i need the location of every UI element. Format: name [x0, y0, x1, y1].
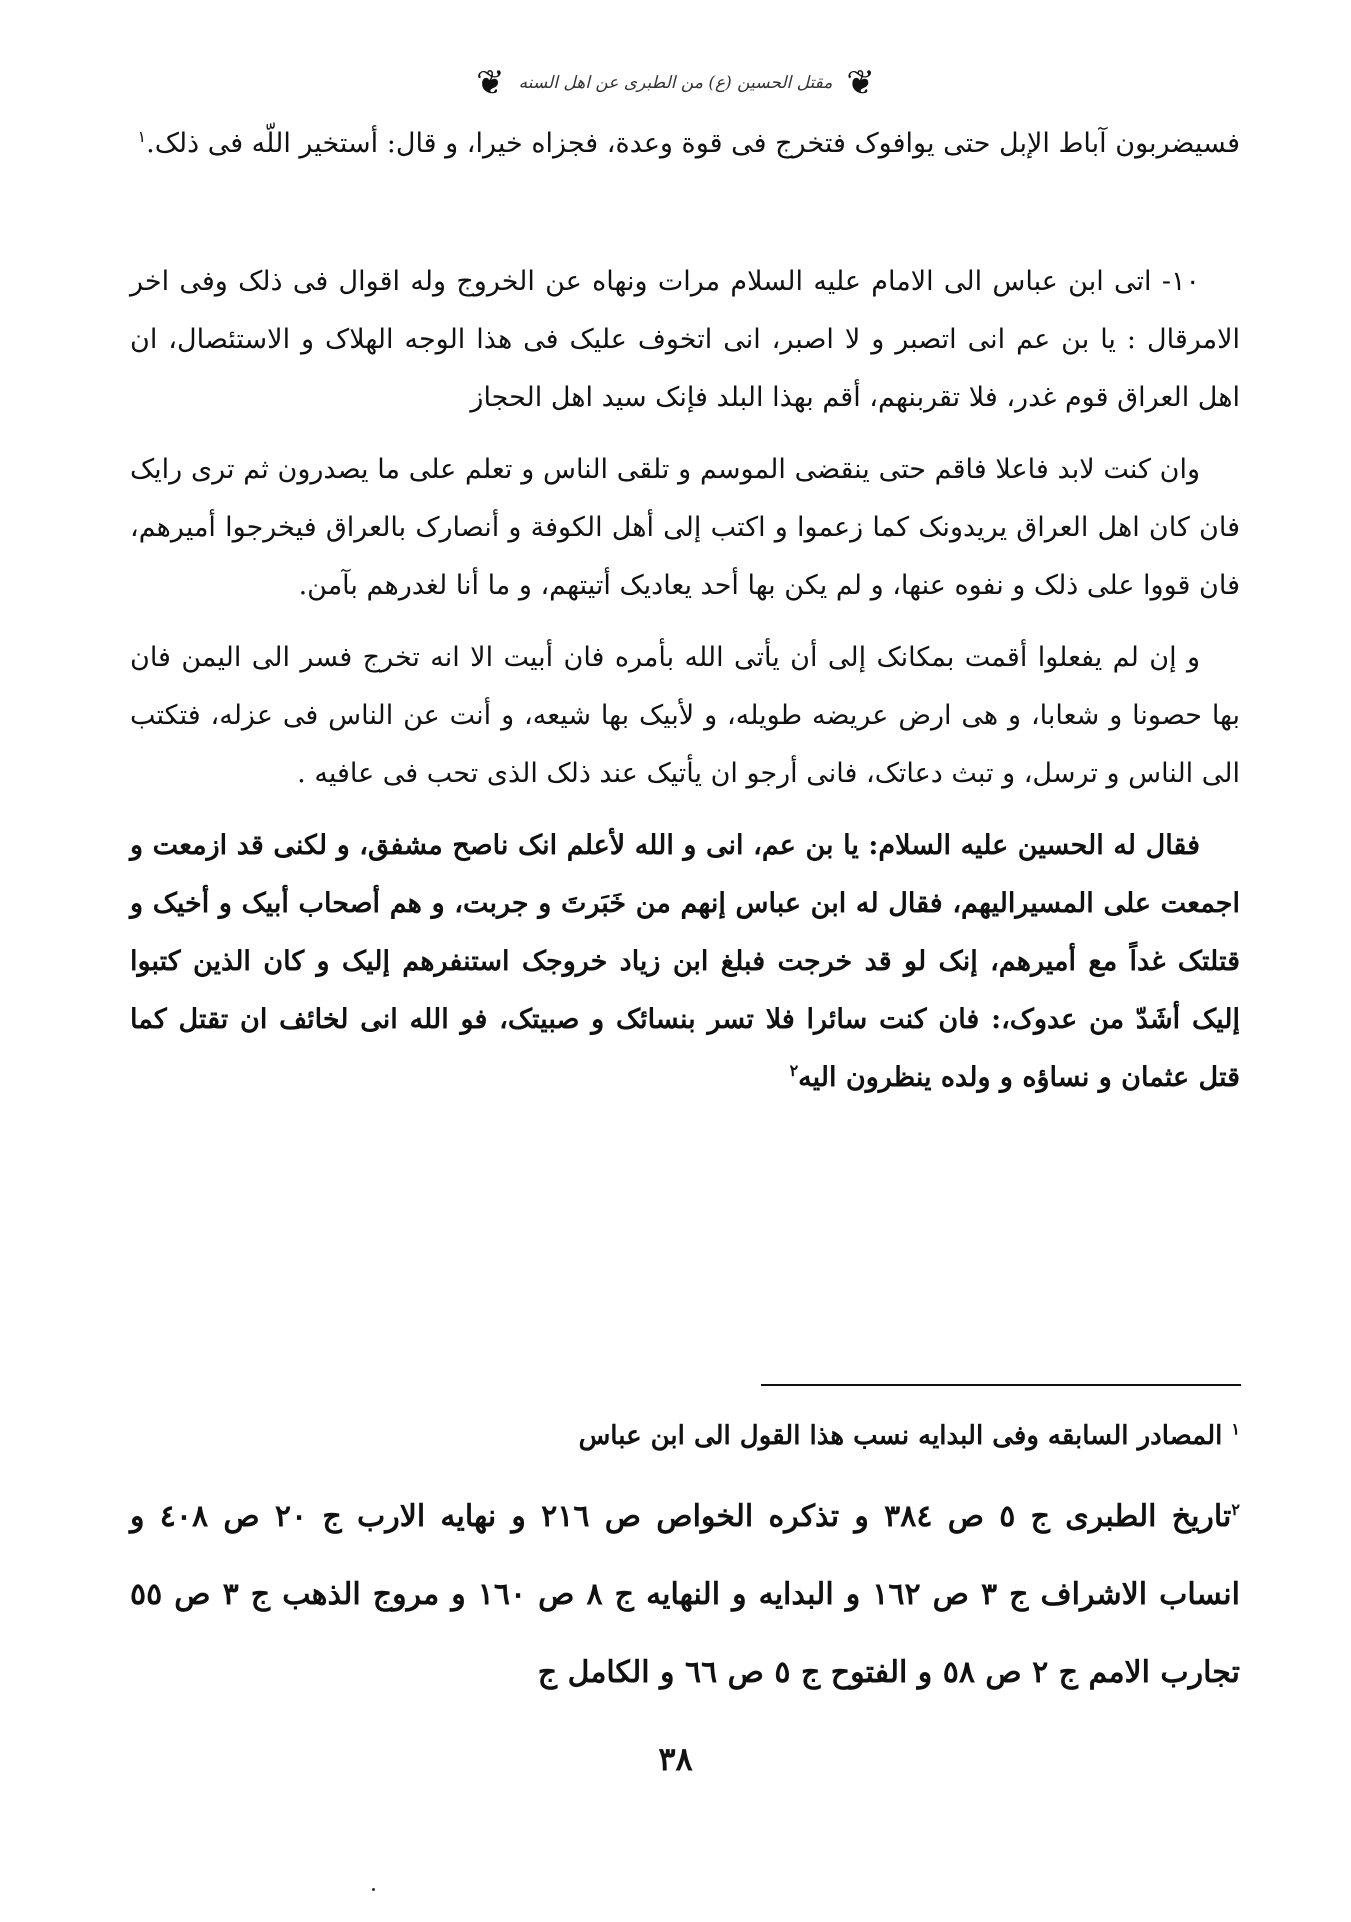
- footnote-2-text: تاریخ الطبری ج ٥ ص ٣٨٤ و تذکره الخواص ص ٢١٦ و نهایه الارب ج ٢٠ ص ٤٠٨ و انساب الاشراف ج ٣ ص ١٦٢ و البدایه و النهایه ج ٨ ص ١٦٠ و مروج الذهب ج ٣ ص ٥٥ تجارب الامم ج ٢ ص ٥٨ و الفتوح ج ٥ ص ٦٦ و الکامل ج: [130, 1499, 1240, 1690]
- ornament-left-icon: ❦: [476, 63, 505, 103]
- footnote-2-mark: ٢: [1231, 1500, 1240, 1519]
- footnote-ref-2: ٢: [789, 1061, 799, 1080]
- paragraph-4: [130, 629, 1240, 803]
- main-text: [130, 115, 1240, 1121]
- footnote-1: [130, 1412, 1240, 1460]
- paragraph-5-text: فقال له الحسین علیه السلام: یا بن عم، انی و الله لأعلم انک ناصح مشفق، و لکنی قد ازمعت و اجمعت علی المسیرالیهم، فقال له ابن عباس إنهم من خَبَرتَ و جربت، و هم أصحاب أبیک و أخیک و قتلتک غداً مع أمیرهم، إنک لو قد خرجت فبلغ ابن زیاد خروجک استنفرهم إلیک و کان الذین کتبوا إلیک أشَدّ من عدوک،: فان کنت سائرا فلا تسر بنسائک و صبیتک، فو الله انی لخائف ان تقتل کما قتل عثمان و نساؤه و ولده ینظرون الیه: [130, 830, 1240, 1093]
- page-number: ٣٨: [658, 1740, 693, 1778]
- footnote-1-text: المصادر السابقه وفی البدایه نسب هذا القول الی ابن عباس: [578, 1421, 1223, 1451]
- paragraph-1-text: فسیضربون آباط الإبل حتی یوافوک فتخرج فی قوة وعدة، فجزاه خیرا، و قال: أستخیر اللّه فی ذلک.: [146, 128, 1240, 159]
- paragraph-5: [130, 817, 1240, 1107]
- paragraph-2-text: ١٠- اتی ابن عباس الی الامام علیه السلام مرات ونهاه عن الخروج وله اقوال فی ذلک وفی اخر الامرقال : یا بن عم انی اتصبر و لا اصبر، انی اتخوف علیک فی هذا الوجه الهلاک و الاستئصال، ان اهل العراق قوم غدر، فلا تقربنهم، أقم بهذا البلد فإنک سید اهل الحجاز: [130, 266, 1240, 413]
- ornament-right-icon: ❦: [846, 63, 875, 103]
- paragraph-gap: [130, 187, 1240, 253]
- paragraph-3-text: وان کنت لابد فاعلا فاقم حتی ینقضی الموسم و تلقی الناس و تعلم علی ما یصدرون ثم تری رایک فان کان اهل العراق یریدونک کما زعموا و اکتب إلی أهل الکوفة و أنصارک بالعراق فیخرجوا أمیرهم، فان قووا علی ذلک و نفوه عنها، و لم یکن بها أحد یعادیک أتیتهم، و ما أنا لغدرهم بآمن.: [130, 454, 1240, 601]
- paragraph-3: [130, 441, 1240, 615]
- paragraph-2: [130, 253, 1240, 427]
- footnote-separator: [761, 1384, 1241, 1386]
- paragraph-4-text: و إن لم یفعلوا أقمت بمکانک إلی أن یأتی الله بأمره فان أبیت الا انه تخرج فسر الی الیمن فان بها حصونا و شعابا، و هی ارض عریضه طویله، و لأبیک بها شیعه، و أنت عن الناس فی عزله، فتکتب الی الناس و ترسل، و تبث دعاتک، فانی أرجو ان یأتیک عند ذلک الذی تحب فی عافیه .: [130, 642, 1240, 789]
- paragraph-1: [130, 115, 1240, 173]
- footnote-2: [130, 1478, 1240, 1712]
- scan-speck: [372, 1888, 375, 1891]
- footnote-1-mark: ١: [1231, 1419, 1240, 1439]
- header-title: مقتل الحسین (ع) من الطبری عن اهل السنه: [518, 73, 833, 93]
- running-header: [0, 58, 1351, 108]
- footnote-ref-1: ١: [137, 127, 147, 146]
- footnotes: [130, 1412, 1240, 1712]
